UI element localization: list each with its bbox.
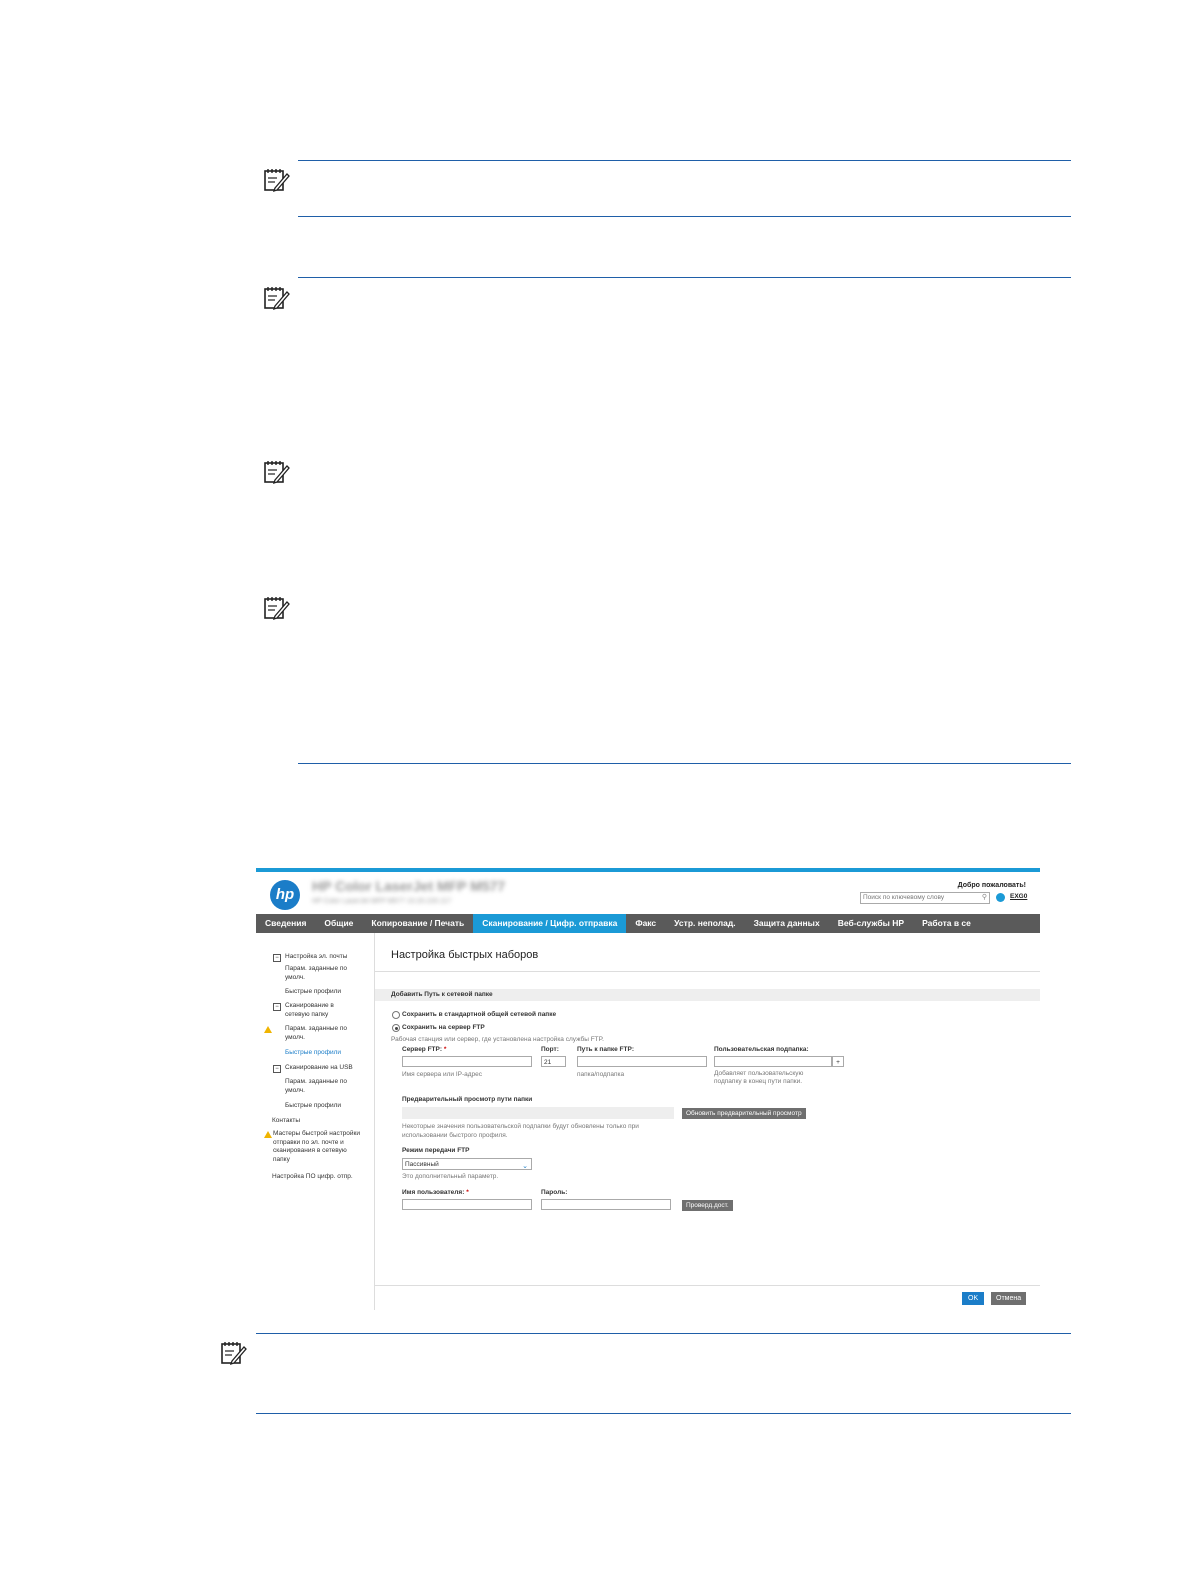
ftp-mode-hint: Это дополнительный параметр. [402,1173,499,1180]
password-input[interactable] [541,1199,671,1210]
note-rule-2-bottom [298,763,1071,764]
port-label: Порт: [541,1046,559,1053]
ews-screenshot [256,868,1040,1310]
ok-button[interactable]: OK [962,1292,984,1305]
warning-icon [264,1026,272,1033]
radio-ftp-label[interactable]: Сохранить на сервер FTP [402,1024,485,1031]
collapse-icon[interactable]: − [273,1003,281,1011]
printer-name: HP Color LaserJet MFP M577 [312,878,506,894]
ftp-server-hint: Имя сервера или IP-адрес [402,1071,483,1078]
main-nav [256,914,1040,933]
tab-info[interactable]: Сведения [265,918,307,928]
ftp-folder-path-input[interactable] [577,1056,707,1067]
username-label: Имя пользователя: * [402,1189,469,1196]
tab-troubleshooting[interactable]: Устр. неполад. [674,918,736,928]
custom-subfolder-label: Пользовательская подпапка: [714,1046,809,1053]
ftp-mode-label: Режим передачи FTP [402,1147,470,1154]
ftp-server-label: Сервер FTP: * [402,1046,447,1053]
section-header: Добавить Путь к сетевой папке [375,989,1040,1001]
custom-subfolder-hint: Добавляет пользовательскую подпапку в конец пути папки. [714,1070,804,1085]
help-icon[interactable] [996,893,1005,902]
sidebar-item-usb-defaults[interactable]: Парам. заданные по умолч. [285,1078,348,1094]
cancel-button[interactable]: Отмена [991,1292,1026,1305]
note-rule-1-top [298,160,1071,161]
top-accent-bar [256,868,1040,872]
note-icon [264,168,290,192]
custom-subfolder-input[interactable] [714,1056,832,1067]
tab-fax[interactable]: Факс [635,918,657,928]
sidebar-item-contacts[interactable]: Контакты [272,1117,301,1124]
tab-security[interactable]: Защита данных [753,918,820,928]
folder-preview-field [402,1107,674,1119]
language-link[interactable]: EXG0 [1010,893,1028,900]
note-icon [264,460,290,484]
preview-note: Некоторые значения пользовательской подпапки будут обновлены только при использовании быстрого профиля. [402,1123,639,1139]
search-icon[interactable]: ⚲ [981,894,987,901]
radio-shared-folder-label[interactable]: Сохранить в стандартной общей сетевой папке [402,1011,557,1018]
ftp-description: Рабочая станция или сервер, где установлена настройка службы FTP. [391,1036,604,1043]
printer-address: HP Color LaserJet MFP M577 10.20.220.117 [312,898,452,905]
page-title: Настройка быстрых наборов [391,949,539,961]
ftp-mode-value: Пассивный [405,1161,439,1168]
note-rule-3-bottom [256,1413,1071,1414]
sidebar-item-folder-defaults[interactable]: Парам. заданные по умолч. [285,1025,348,1041]
sidebar-item-email-quick[interactable]: Быстрые профили [285,988,342,995]
sidebar-item-wizards[interactable]: Мастеры быстрой настройки отправки по эл. почте и сканирования в сетевую папку [273,1130,361,1163]
note-icon [221,1341,247,1365]
collapse-icon[interactable]: − [273,954,281,962]
tab-web-services[interactable]: Веб-службы HP [837,918,905,928]
search-placeholder: Поиск по ключевому слову [863,894,945,901]
main-content [375,933,1040,1310]
folder-preview-label: Предварительный просмотр пути папки [402,1096,533,1103]
note-rule-3-top [256,1333,1071,1334]
note-rule-2-top [298,277,1071,278]
tab-scan-digital-send[interactable]: Сканирование / Цифр. отправка [473,914,626,933]
hp-logo[interactable]: hp [270,880,300,910]
sidebar-item-digital-send[interactable]: Настройка ПО цифр. отпр. [272,1173,353,1180]
sidebar-item-email-defaults[interactable]: Парам. заданные по умолч. [285,965,348,981]
radio-shared-folder[interactable] [392,1011,400,1019]
warning-icon [264,1131,272,1138]
sidebar-item-folder-scan[interactable]: Сканирование в сетевую папку [285,1002,334,1018]
footer-divider [375,1285,1040,1286]
welcome-text: Добро пожаловать! [957,882,1026,889]
title-divider [375,971,1040,972]
tab-copy-print[interactable]: Копирование / Печать [371,918,465,928]
note-rule-1-bottom [298,216,1071,217]
sidebar [256,933,375,1310]
collapse-icon[interactable]: − [273,1065,281,1073]
tab-general[interactable]: Общие [324,918,354,928]
note-icon [264,286,290,310]
username-input[interactable] [402,1199,532,1210]
ftp-server-input[interactable] [402,1056,532,1067]
chevron-down-icon[interactable]: ⌄ [522,1163,528,1170]
radio-ftp[interactable] [392,1024,400,1032]
add-subfolder-button[interactable]: + [832,1056,844,1067]
note-icon [264,596,290,620]
verify-access-button[interactable]: Проверд.дост. [682,1200,733,1211]
tab-networking[interactable]: Работа в се [922,918,971,928]
ftp-mode-select[interactable] [402,1158,532,1170]
search-input[interactable] [860,892,990,904]
sidebar-item-usb-quick[interactable]: Быстрые профили [285,1102,342,1109]
update-preview-button[interactable]: Обновить предварительный просмотр [682,1108,806,1119]
sidebar-item-usb-scan[interactable]: Сканирование на USB [285,1064,353,1071]
sidebar-item-email-setup[interactable]: Настройка эл. почты [285,953,348,960]
ftp-folder-path-label: Путь к папке FTP: [577,1046,634,1053]
password-label: Пароль: [541,1189,568,1196]
sidebar-item-folder-quick[interactable]: Быстрые профили [285,1049,342,1056]
port-input[interactable]: 21 [541,1056,566,1067]
ftp-folder-path-hint: папка/подпапка [577,1071,625,1078]
